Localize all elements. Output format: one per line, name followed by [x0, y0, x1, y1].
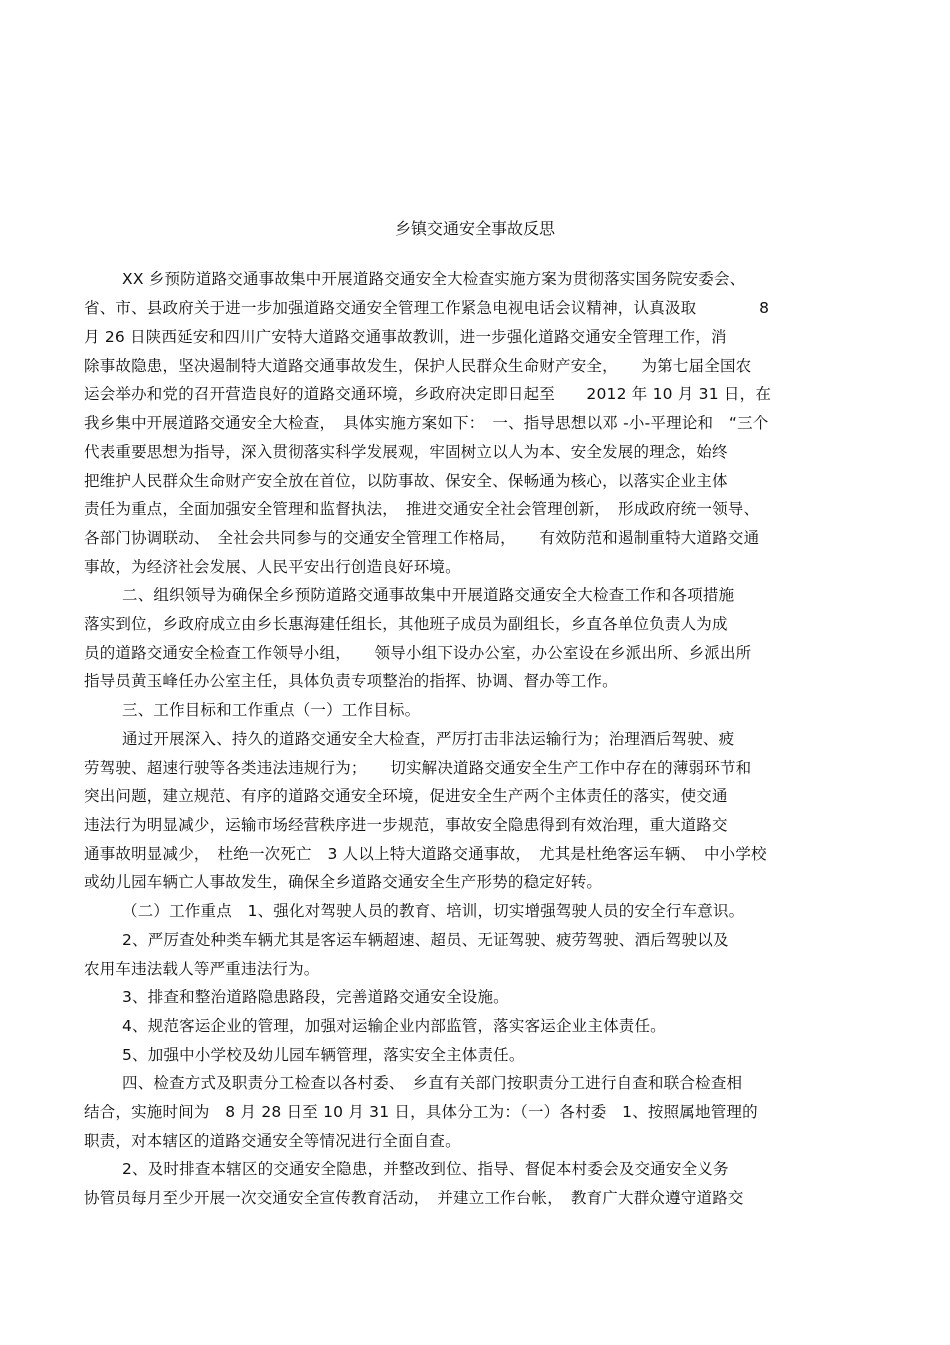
body-line: 月 26 日陕西延安和四川广安特大道路交通事故教训，进一步强化道路交通安全管理工作，消: [84, 328, 727, 346]
body-line: 农用车违法载人等严重违法行为。: [84, 960, 320, 978]
body-line: 结合，实施时间为 8 月 28 日至 10 月 31 日，具体分工为：（一）各村委 1、按照属地管理的: [84, 1103, 758, 1121]
body-line: 二、组织领导为确保全乡预防道路交通事故集中开展道路交通安全大检查工作和各项措施: [122, 586, 735, 604]
body-line: 劳驾驶、超速行驶等各类违法违规行为； 切实解决道路交通安全生产工作中存在的薄弱环节和: [84, 759, 752, 777]
body-line: 通事故明显减少， 杜绝一次死亡 3 人以上特大道路交通事故， 尤其是杜绝客运车辆、 中小学校: [84, 845, 767, 863]
body-line: 除事故隐患，坚决遏制特大道路交通事故发生，保护人民群众生命财产安全， 为第七届全国农: [84, 357, 752, 375]
body-line: XX 乡预防道路交通事故集中开展道路交通安全大检查实施方案为贯彻落实国务院安委会、: [122, 270, 746, 288]
body-line: 2、及时排查本辖区的交通安全隐患，并整改到位、指导、督促本村委会及交通安全义务: [122, 1160, 729, 1178]
document-title: 乡镇交通安全事故反思: [394, 219, 555, 238]
body-line: 我乡集中开展道路交通安全大检查， 具体实施方案如下： 一、指导思想以邓 -小-平理论和 “三个: [84, 414, 769, 432]
body-line: 员的道路交通安全检查工作领导小组， 领导小组下设办公室，办公室设在乡派出所、乡派出所: [84, 644, 752, 662]
body-line: 违法行为明显减少，运输市场经营秩序进一步规范，事故安全隐患得到有效治理，重大道路交: [84, 816, 728, 834]
body-line: （二）工作重点 1、强化对驾驶人员的教育、培训，切实增强驾驶人员的安全行车意识。: [122, 902, 745, 920]
body-line: 或幼儿园车辆亡人事故发生，确保全乡道路交通安全生产形势的稳定好转。: [84, 873, 603, 891]
body-line: 协管员每月至少开展一次交通安全宣传教育活动， 并建立工作台帐， 教育广大群众遵守道路交: [84, 1189, 744, 1207]
body-line: 代表重要思想为指导，深入贯彻落实科学发展观，牢固树立以人为本、安全发展的理念，始终: [84, 443, 728, 461]
body-line: 突出问题，建立规范、有序的道路交通安全环境，促进安全生产两个主体责任的落实，使交通: [84, 787, 728, 805]
body-line: 落实到位，乡政府成立由乡长惠海建任组长，其他班子成员为副组长，乡直各单位负责人为成: [84, 615, 728, 633]
body-line: 职责，对本辖区的道路交通安全等情况进行全面自查。: [84, 1132, 461, 1150]
body-line: 三、工作目标和工作重点（一）工作目标。: [122, 701, 421, 719]
body-line: 指导员黄玉峰任办公室主任，具体负责专项整治的指挥、协调、督办等工作。: [84, 672, 618, 690]
body-line: 5、加强中小学校及幼儿园车辆管理，落实安全主体责任。: [122, 1046, 525, 1064]
body-line: 4、规范客运企业的管理，加强对运输企业内部监管，落实客运企业主体责任。: [122, 1017, 666, 1035]
body-line: 3、排查和整治道路隐患路段，完善道路交通安全设施。: [122, 988, 509, 1006]
body-line: 2、严厉查处种类车辆尤其是客运车辆超速、超员、无证驾驶、疲劳驾驶、酒后驾驶以及: [122, 931, 729, 949]
body-line: 四、检查方式及职责分工检查以各村委、 乡直有关部门按职责分工进行自查和联合检查相: [122, 1074, 743, 1092]
body-line: 事故，为经济社会发展、人民平安出行创造良好环境。: [84, 558, 461, 576]
body-line: 各部门协调联动、 全社会共同参与的交通安全管理工作格局， 有效防范和遏制重特大道路交通: [84, 529, 760, 547]
body-line: 省、市、县政府关于进一步加强道路交通安全管理工作紧急电视电话会议精神，认真汲取 8: [84, 299, 770, 317]
body-line: 通过开展深入、持久的道路交通安全大检查，严厉打击非法运输行为；治理酒后驾驶、疲: [122, 730, 735, 748]
body-line: 把维护人民群众生命财产安全放在首位，以防事故、保安全、保畅通为核心，以落实企业主体: [84, 472, 728, 490]
body-line: 运会举办和党的召开营造良好的道路交通环境，乡政府决定即日起至 2012 年 10 月 31 日，在: [84, 385, 772, 403]
body-line: 责任为重点，全面加强安全管理和监督执法， 推进交通安全社会管理创新， 形成政府统一领导、: [84, 500, 760, 518]
